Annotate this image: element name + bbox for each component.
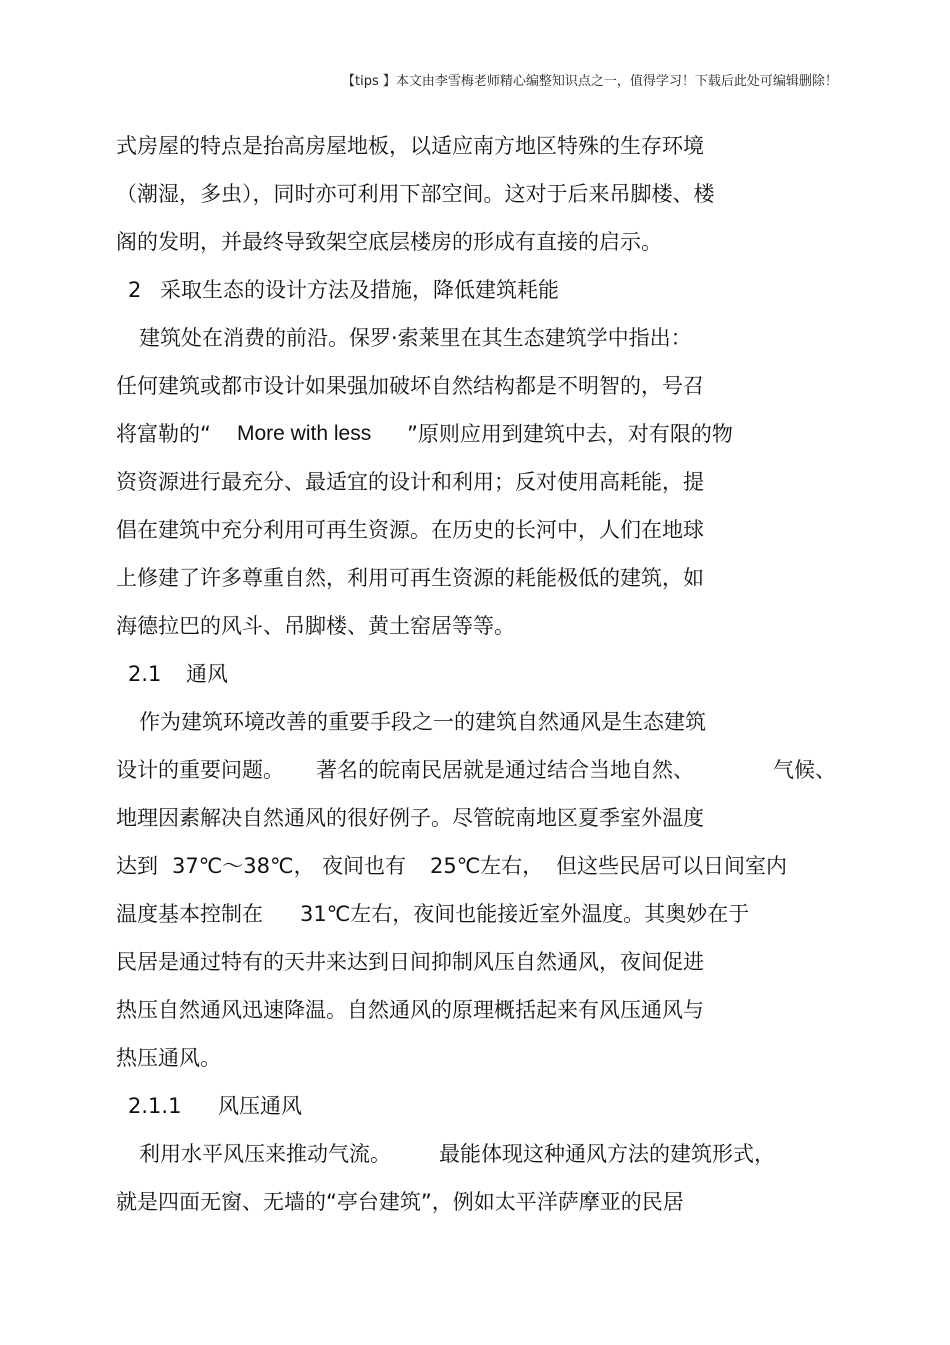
text-segment: 阁的发明，并最终导致架空底层楼房的形成有直接的启示。 <box>116 230 662 254</box>
text-segment: 著名的皖南民居就是通过结合当地自然、 <box>316 758 694 782</box>
section-title: 风压通风 <box>218 1094 302 1118</box>
text-segment: 热压通风。 <box>116 1046 221 1070</box>
section-number: 2 <box>128 278 142 302</box>
text-segment: 达到 <box>116 854 158 878</box>
text-segment: 式房屋的特点是抬高房屋地板，以适应南方地区特殊的生存环境 <box>116 134 704 158</box>
section-title: 采取生态的设计方法及措施，降低建筑耗能 <box>160 278 559 302</box>
section-number: 2.1 <box>128 662 162 686</box>
text-segment: 将富勒的“ <box>116 422 211 446</box>
text-segment: More with less <box>237 422 372 445</box>
text-segment: 夜间也有 <box>322 854 406 878</box>
text-segment: 37℃～38℃， <box>172 854 315 878</box>
section-title: 通风 <box>186 662 228 686</box>
text-segment: 建筑处在消费的前沿。保罗·索莱里在其生态建筑学中指出： <box>139 326 692 350</box>
text-segment: 就是四面无窗、无墙的“亭台建筑”，例如太平洋萨摩亚的民居 <box>116 1190 684 1214</box>
text-segment: 气候、 <box>773 758 836 782</box>
text-segment: （潮湿，多虫），同时亦可利用下部空间。这对于后来吊脚楼、楼 <box>116 182 715 206</box>
text-segment: 31℃左右，夜间也能接近室外温度。其奥妙在于 <box>300 902 750 926</box>
text-segment: 利用水平风压来推动气流。 <box>139 1142 391 1166</box>
text-segment: 作为建筑环境改善的重要手段之一的建筑自然通风是生态建筑 <box>139 710 706 734</box>
section-number: 2.1.1 <box>128 1094 182 1118</box>
text-segment: 设计的重要问题。 <box>116 758 284 782</box>
header-note: 【tips 】本文由李雪梅老师精心编整知识点之一，值得学习！下载后此处可编辑删除！ <box>342 74 838 89</box>
text-segment: 地理因素解决自然通风的很好例子。尽管皖南地区夏季室外温度 <box>116 806 704 830</box>
text-segment: 海德拉巴的风斗、吊脚楼、黄土窑居等等。 <box>116 614 515 638</box>
text-segment: ”原则应用到建筑中去，对有限的物 <box>407 422 733 446</box>
text-segment: 温度基本控制在 <box>116 902 263 926</box>
text-segment: 倡在建筑中充分利用可再生资源。在历史的长河中，人们在地球 <box>116 518 704 542</box>
text-segment: 上修建了许多尊重自然，利用可再生资源的耗能极低的建筑，如 <box>116 566 704 590</box>
text-segment: 25℃左右， <box>430 854 544 878</box>
text-segment: 但这些民居可以日间室内 <box>556 854 787 878</box>
text-segment: 最能体现这种通风方法的建筑形式， <box>439 1142 775 1166</box>
text-segment: 热压自然通风迅速降温。自然通风的原理概括起来有风压通风与 <box>116 998 704 1022</box>
text-segment: 任何建筑或都市设计如果强加破坏自然结构都是不明智的，号召 <box>116 374 704 398</box>
text-segment: 资资源进行最充分、最适宜的设计和利用；反对使用高耗能，提 <box>116 470 704 494</box>
text-segment: 民居是通过特有的天井来达到日间抑制风压自然通风，夜间促进 <box>116 950 704 974</box>
